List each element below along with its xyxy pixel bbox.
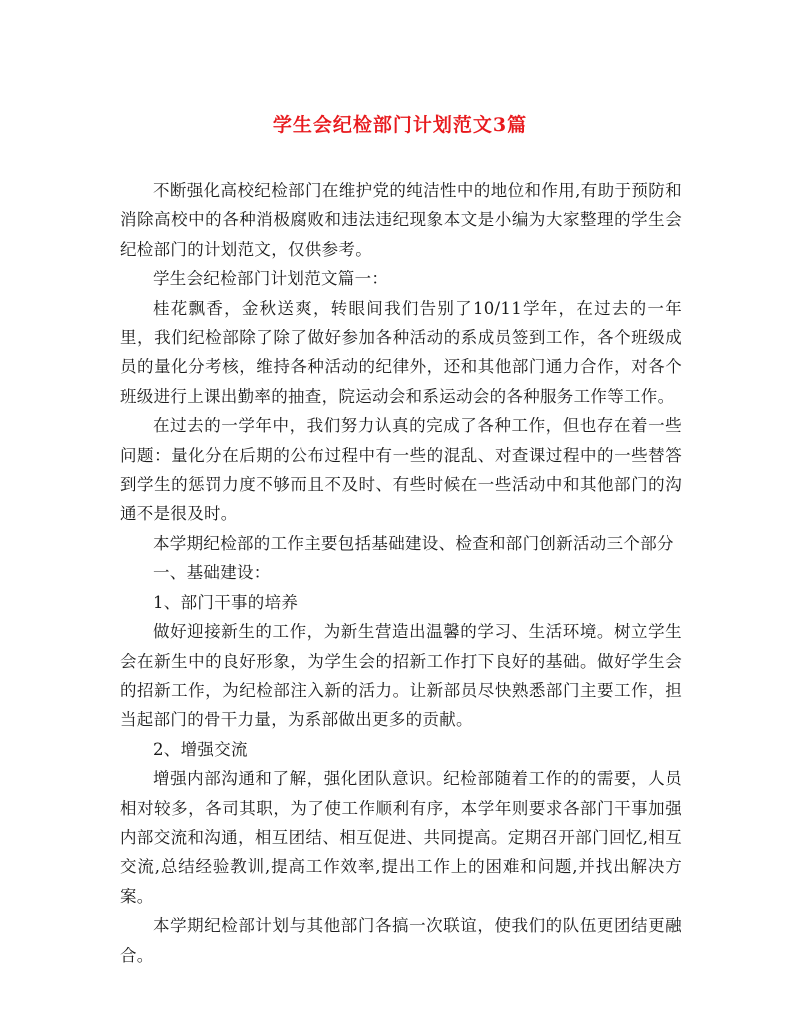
paragraph-intro: 不断强化高校纪检部门在维护党的纯洁性中的地位和作用,有助于预防和消除高校中的各种消极腐败和违法违纪现象本文是小编为大家整理的学生会纪检部门的计划范文，仅供参考。 <box>120 181 682 259</box>
paragraph-heading-basic-construction: 一、基础建设： <box>153 563 271 583</box>
document-body <box>120 176 682 970</box>
paragraph-subheading-training: 1、部门干事的培养 <box>153 592 299 612</box>
paragraph-subheading-communication: 2、增强交流 <box>153 739 248 759</box>
paragraph: 做好迎接新生的工作，为新生营造出温馨的学习、生活环境。树立学生会在新生中的良好形象，为学生会的招新工作打下良好的基础。做好学生会的招新工作，为纪检部注入新的活力。让新部员尽快熟悉部门主要工作，担当起部门的骨干力量，为系部做出更多的贡献。 <box>120 622 682 730</box>
document-title: 学生会纪检部门计划范文3篇 <box>272 114 528 136</box>
paragraph-section-heading: 学生会纪检部门计划范文篇一： <box>153 269 389 289</box>
paragraph: 本学期纪检部的工作主要包括基础建设、检查和部门创新活动三个部分 <box>153 533 674 553</box>
paragraph: 在过去的一学年中，我们努力认真的完成了各种工作，但也存在着一些问题：量化分在后期的公布过程中有一些的混乱、对查课过程中的一些替答到学生的惩罚力度不够而且不及时、有些时候在一些活动中和其他部门的沟通不是很及时。 <box>120 416 682 524</box>
paragraph: 增强内部沟通和了解，强化团队意识。纪检部随着工作的的需要，人员相对较多，各司其职，为了使工作顺利有序，本学年则要求各部门干事加强内部交流和沟通，相互团结、相互促进、共同提高。定期召开部门回忆,相互交流,总结经验教训,提高工作效率,提出工作上的困难和问题,并找出解决方案。 <box>120 769 682 906</box>
paragraph: 本学期纪检部计划与其他部门各搞一次联谊，使我们的队伍更团结更融合。 <box>120 916 682 965</box>
paragraph: 桂花飘香，金秋送爽，转眼间我们告别了10/11学年，在过去的一年里，我们纪检部除了除了做好参加各种活动的系成员签到工作，各个班级成员的量化分考核，维持各种活动的纪律外，还和其他部门通力合作，对各个班级进行上课出勤率的抽查，院运动会和系运动会的各种服务工作等工作。 <box>120 298 682 406</box>
